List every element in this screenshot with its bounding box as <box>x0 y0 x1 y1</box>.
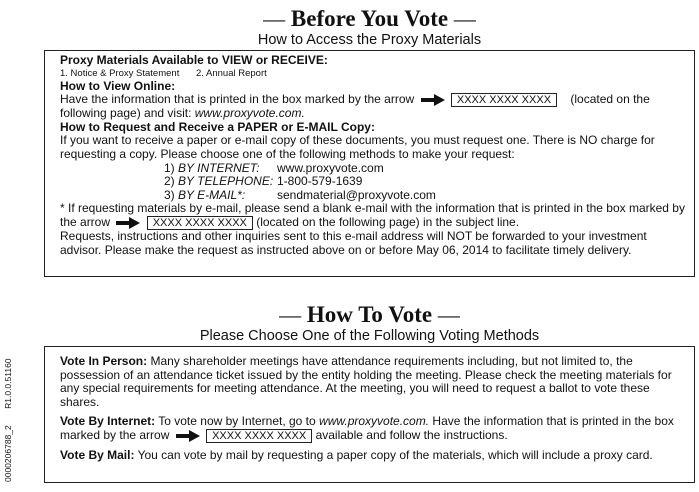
view-text-1: Have the information that is printed in the box marked by the arrow <box>60 92 415 107</box>
vote-in-person-text: Many shareholder meetings have attendance requirements including, but not limited to, the possession of an attendance ticket issued by the entity holding the meeting. Please check the meeting materials for any special requirements for meeting attendance. At the meeting, you will need to request a ballot to vote these shares. <box>60 354 672 409</box>
material-item: 1. Notice & Proxy Statement <box>60 67 180 79</box>
view-online-heading: How to View Online: <box>60 78 176 93</box>
title-dash-left: — <box>263 6 286 31</box>
material-item: 2. Annual Report <box>195 67 267 79</box>
method-internet <box>164 162 685 176</box>
vote-internet-url-link[interactable]: www.proxyvote.com. <box>319 414 430 429</box>
method-telephone <box>164 175 685 189</box>
vote-internet-text-1: To vote now by Internet, go to <box>158 414 316 429</box>
how-to-vote-subtitle: Please Choose One of the Following Voting Methods <box>199 328 540 344</box>
how-to-vote-header <box>40 302 699 344</box>
vote-internet-text-3: available and follow the instructions. <box>315 428 508 443</box>
right-arrow-icon <box>421 94 445 106</box>
control-number-box: XXXX XXXX XXXX <box>147 216 253 230</box>
vote-by-internet-label: Vote By Internet: <box>60 414 156 429</box>
side-document-codes <box>3 344 13 482</box>
request-text: If you want to receive a paper or e-mail copy of these documents, you must request one. There is NO charge for requesting a copy. Please choose one of the following methods to make your request: <box>60 133 655 161</box>
side-code: R1.0.0.51160 <box>3 358 13 409</box>
right-arrow-icon <box>176 430 200 442</box>
before-you-vote-header <box>40 6 699 48</box>
title-dash-left: — <box>279 302 302 327</box>
vote-by-mail-text: You can vote by mail by requesting a paper copy of the materials, which will include a proxy card. <box>137 447 653 462</box>
email-note <box>60 202 685 230</box>
view-url-link[interactable]: www.proxyvote.com. <box>194 106 305 121</box>
vote-by-mail <box>60 449 685 463</box>
title-dash-right: — <box>437 302 460 327</box>
method-label: BY TELEPHONE: <box>178 174 274 189</box>
vote-internet-text-2: Have the information that is printed in the box marked by the arrow <box>60 414 674 443</box>
method-label: BY E-MAIL*: <box>178 187 246 202</box>
method-value-phone[interactable]: 1-800-579-1639 <box>277 174 363 189</box>
vote-by-mail-label: Vote By Mail: <box>60 447 135 462</box>
available-heading: Proxy Materials Available to VIEW or RECEIVE: <box>60 53 328 67</box>
method-number: 3) <box>164 187 175 202</box>
email-note-text-2: (located on the following page) in the subject line. <box>256 215 520 230</box>
proxy-materials-box <box>44 50 695 277</box>
method-value-email[interactable]: sendmaterial@proxyvote.com <box>277 187 436 202</box>
before-you-vote-title: Before You Vote <box>290 6 449 31</box>
before-you-vote-subtitle: How to Access the Proxy Materials <box>257 32 482 48</box>
method-number: 2) <box>164 174 175 189</box>
right-arrow-icon <box>116 217 140 229</box>
view-online-text-2 <box>60 107 685 121</box>
email-note-text-1: * If requesting materials by e-mail, please send a blank e-mail with the information that is printed in the box marked by the arrow <box>60 201 685 230</box>
final-note: Requests, instructions and other inquiries sent to this e-mail address will NOT be forwarded to your investment advisor. Please make the request as instructed above on or before May 06, 2014 to facilitate timely delivery. <box>60 228 647 257</box>
method-email <box>164 189 685 203</box>
materials-list <box>60 68 685 80</box>
vote-in-person <box>60 355 685 409</box>
request-heading: How to Request and Receive a PAPER or E-MAIL Copy: <box>60 119 375 134</box>
view-text-3: following page) and visit: <box>60 106 192 121</box>
side-code: 0000206788_2 <box>3 425 13 482</box>
request-methods <box>60 162 685 203</box>
how-to-vote-title: How To Vote <box>306 302 433 327</box>
method-number: 1) <box>164 160 175 175</box>
method-value-link[interactable]: www.proxyvote.com <box>277 160 384 175</box>
view-text-2: (located on the <box>570 92 650 107</box>
vote-in-person-label: Vote In Person: <box>60 354 148 368</box>
voting-methods-box <box>44 346 695 483</box>
title-dash-right: — <box>453 6 476 31</box>
view-online-text <box>60 93 685 107</box>
control-number-box: XXXX XXXX XXXX <box>206 429 312 443</box>
method-label: BY INTERNET: <box>178 160 260 175</box>
section-title <box>40 302 699 328</box>
vote-by-internet <box>60 415 685 443</box>
control-number-box: XXXX XXXX XXXX <box>451 93 557 107</box>
section-title <box>40 6 699 32</box>
